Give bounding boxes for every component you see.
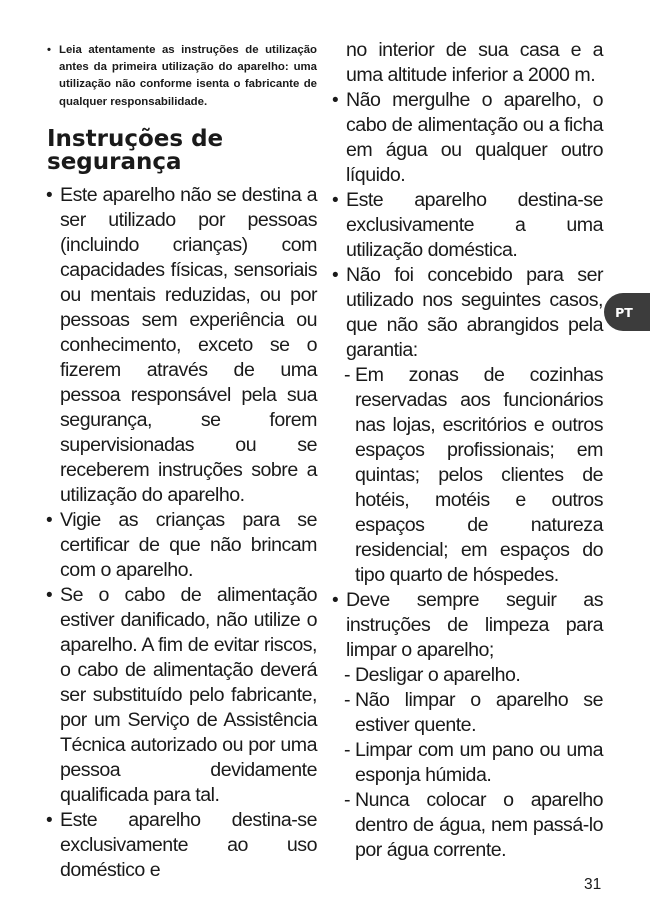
continued-text: no interior de sua casa e a uma altitude inferior a 2000 m.	[346, 39, 603, 86]
item-text: Deve sempre seguir as instruções de limpeza para limpar o aparelho;	[346, 589, 603, 661]
list-item	[333, 263, 603, 363]
list-item	[333, 88, 603, 188]
bullet-icon: •	[46, 184, 53, 206]
item-text: Não foi concebido para ser utilizado nos seguintes casos, que não são abrangidos pela garantia:	[346, 264, 603, 361]
bullet-icon: •	[332, 90, 339, 111]
sub-item	[333, 738, 603, 788]
page-number: 31	[584, 876, 602, 893]
item-text: Não mergulhe o aparelho, o cabo de alimentação ou a ficha em água ou qualquer outro líquido.	[346, 89, 603, 186]
right-column	[333, 38, 603, 863]
sub-item-text: Não limpar o aparelho se estiver quente.	[355, 689, 603, 736]
list-item	[47, 808, 317, 883]
bullet-icon: •	[46, 509, 53, 531]
sub-item	[333, 663, 603, 688]
list-item	[47, 183, 317, 508]
bullet-icon: •	[332, 190, 339, 211]
bullet-icon: •	[332, 265, 339, 286]
list-item	[47, 508, 317, 583]
dash-marker: -	[344, 689, 351, 711]
list-item	[333, 188, 603, 263]
sub-item-text: Desligar o aparelho.	[355, 664, 521, 686]
sub-item	[333, 688, 603, 738]
item-text: Se o cabo de alimentação estiver danificado, não utilize o aparelho. A fim de evitar riscos, o cabo de alimentação deverá ser substituído pelo fabricante, por um Serviço de Assistência Técnica autorizado ou por uma pessoa devidamente qualificada para tal.	[60, 583, 317, 806]
dash-marker: -	[344, 664, 351, 686]
dash-marker: -	[344, 789, 351, 811]
item-text: Este aparelho destina-se exclusivamente a uma utilização doméstica.	[346, 189, 603, 261]
dash-marker: -	[344, 739, 351, 761]
sub-item-text: Em zonas de cozinhas reservadas aos funcionários nas lojas, escritórios e outros espaços profissionais; em quintas; pelos clientes de hotéis, motéis e outros espaços de natureza residencial; em espaços do tipo quarto de hóspedes.	[355, 364, 603, 586]
bullet-icon: •	[332, 590, 339, 611]
sub-item-text: Limpar com um pano ou uma esponja húmida.	[355, 739, 603, 786]
sub-item	[333, 788, 603, 863]
section-heading: Instruções de segurança	[47, 125, 224, 175]
sub-item	[333, 363, 603, 588]
item-text: Este aparelho destina-se exclusivamente ao uso doméstico e	[60, 808, 317, 881]
bullet-icon: •	[46, 809, 53, 831]
dash-marker: -	[344, 364, 351, 386]
item-text: Vigie as crianças para se certificar de que não brincam com o aparelho.	[60, 508, 317, 581]
sub-item-text: Nunca colocar o aparelho dentro de água, nem passá-lo por água corrente.	[355, 789, 603, 861]
item-text: Este aparelho não se destina a ser utilizado por pessoas (incluindo crianças) com capacidades físicas, sensoriais ou mentais reduzidas, ou por pessoas sem experiência ou conhecimento, exceto se o fizerem através de uma pessoa responsável pela sua segurança, se forem supervisionadas ou se receberem instruções sobre a utilização do aparelho.	[60, 183, 317, 506]
language-tab: PT	[604, 293, 650, 331]
intro-note: • Leia atentamente as instruções de utilização antes da primeira utilização do aparelho: uma utilização não conforme isenta o fabricante de qualquer responsabilidade.	[47, 42, 317, 111]
list-item	[47, 583, 317, 808]
list-item	[333, 588, 603, 663]
bullet-icon: •	[46, 584, 53, 606]
left-column	[47, 38, 317, 883]
